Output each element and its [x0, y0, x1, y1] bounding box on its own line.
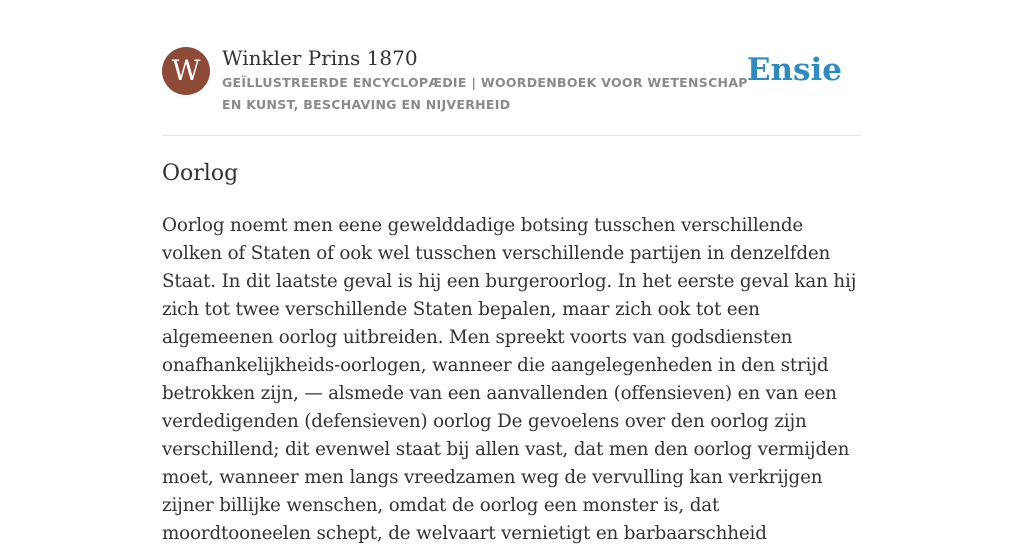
article-title: Oorlog	[162, 161, 239, 186]
source-subtitle: GEÏLLUSTREERDE ENCYCLOPÆDIE | WOORDENBOEK VOOR WETENSCHAP EN KUNST, BESCHAVING EN NIJVERHEID	[222, 75, 748, 112]
source-header	[162, 44, 862, 136]
source-title[interactable]: Winkler Prins 1870	[222, 46, 418, 70]
ensie-logo[interactable]: Ensie	[746, 52, 842, 88]
article-body: Oorlog noemt men eene gewelddadige botsing tusschen verschillende volken of Staten of ook wel tusschen verschillende partijen in denzelfden Staat. In dit laatste geval is hij een burgeroorlog. In het eerste geval kan hij zich tot twee verschillende Staten bepalen, maar zich ook tot een algemeenen oorlog uitbreiden. Men spreekt voorts van godsdiensten onafhankelijkheids-oorlogen, wanneer die aangelegenheden in den strijd betrokken zijn, — alsmede van een aanvallenden (offensieven) en van een verdedigenden (defensieven) oorlog De gevoelens over den oorlog zijn verschillend; dit evenwel staat bij allen vast, dat men den oorlog vermijden moet, wanneer men langs vreedzamen weg de vervulling kan verkrijgen zijner billijke wenschen, omdat de oorlog een monster is, dat moordtooneelen schept, de welvaart vernietigt en barbaarschheid	[162, 215, 857, 544]
source-avatar[interactable]: W	[162, 47, 210, 95]
